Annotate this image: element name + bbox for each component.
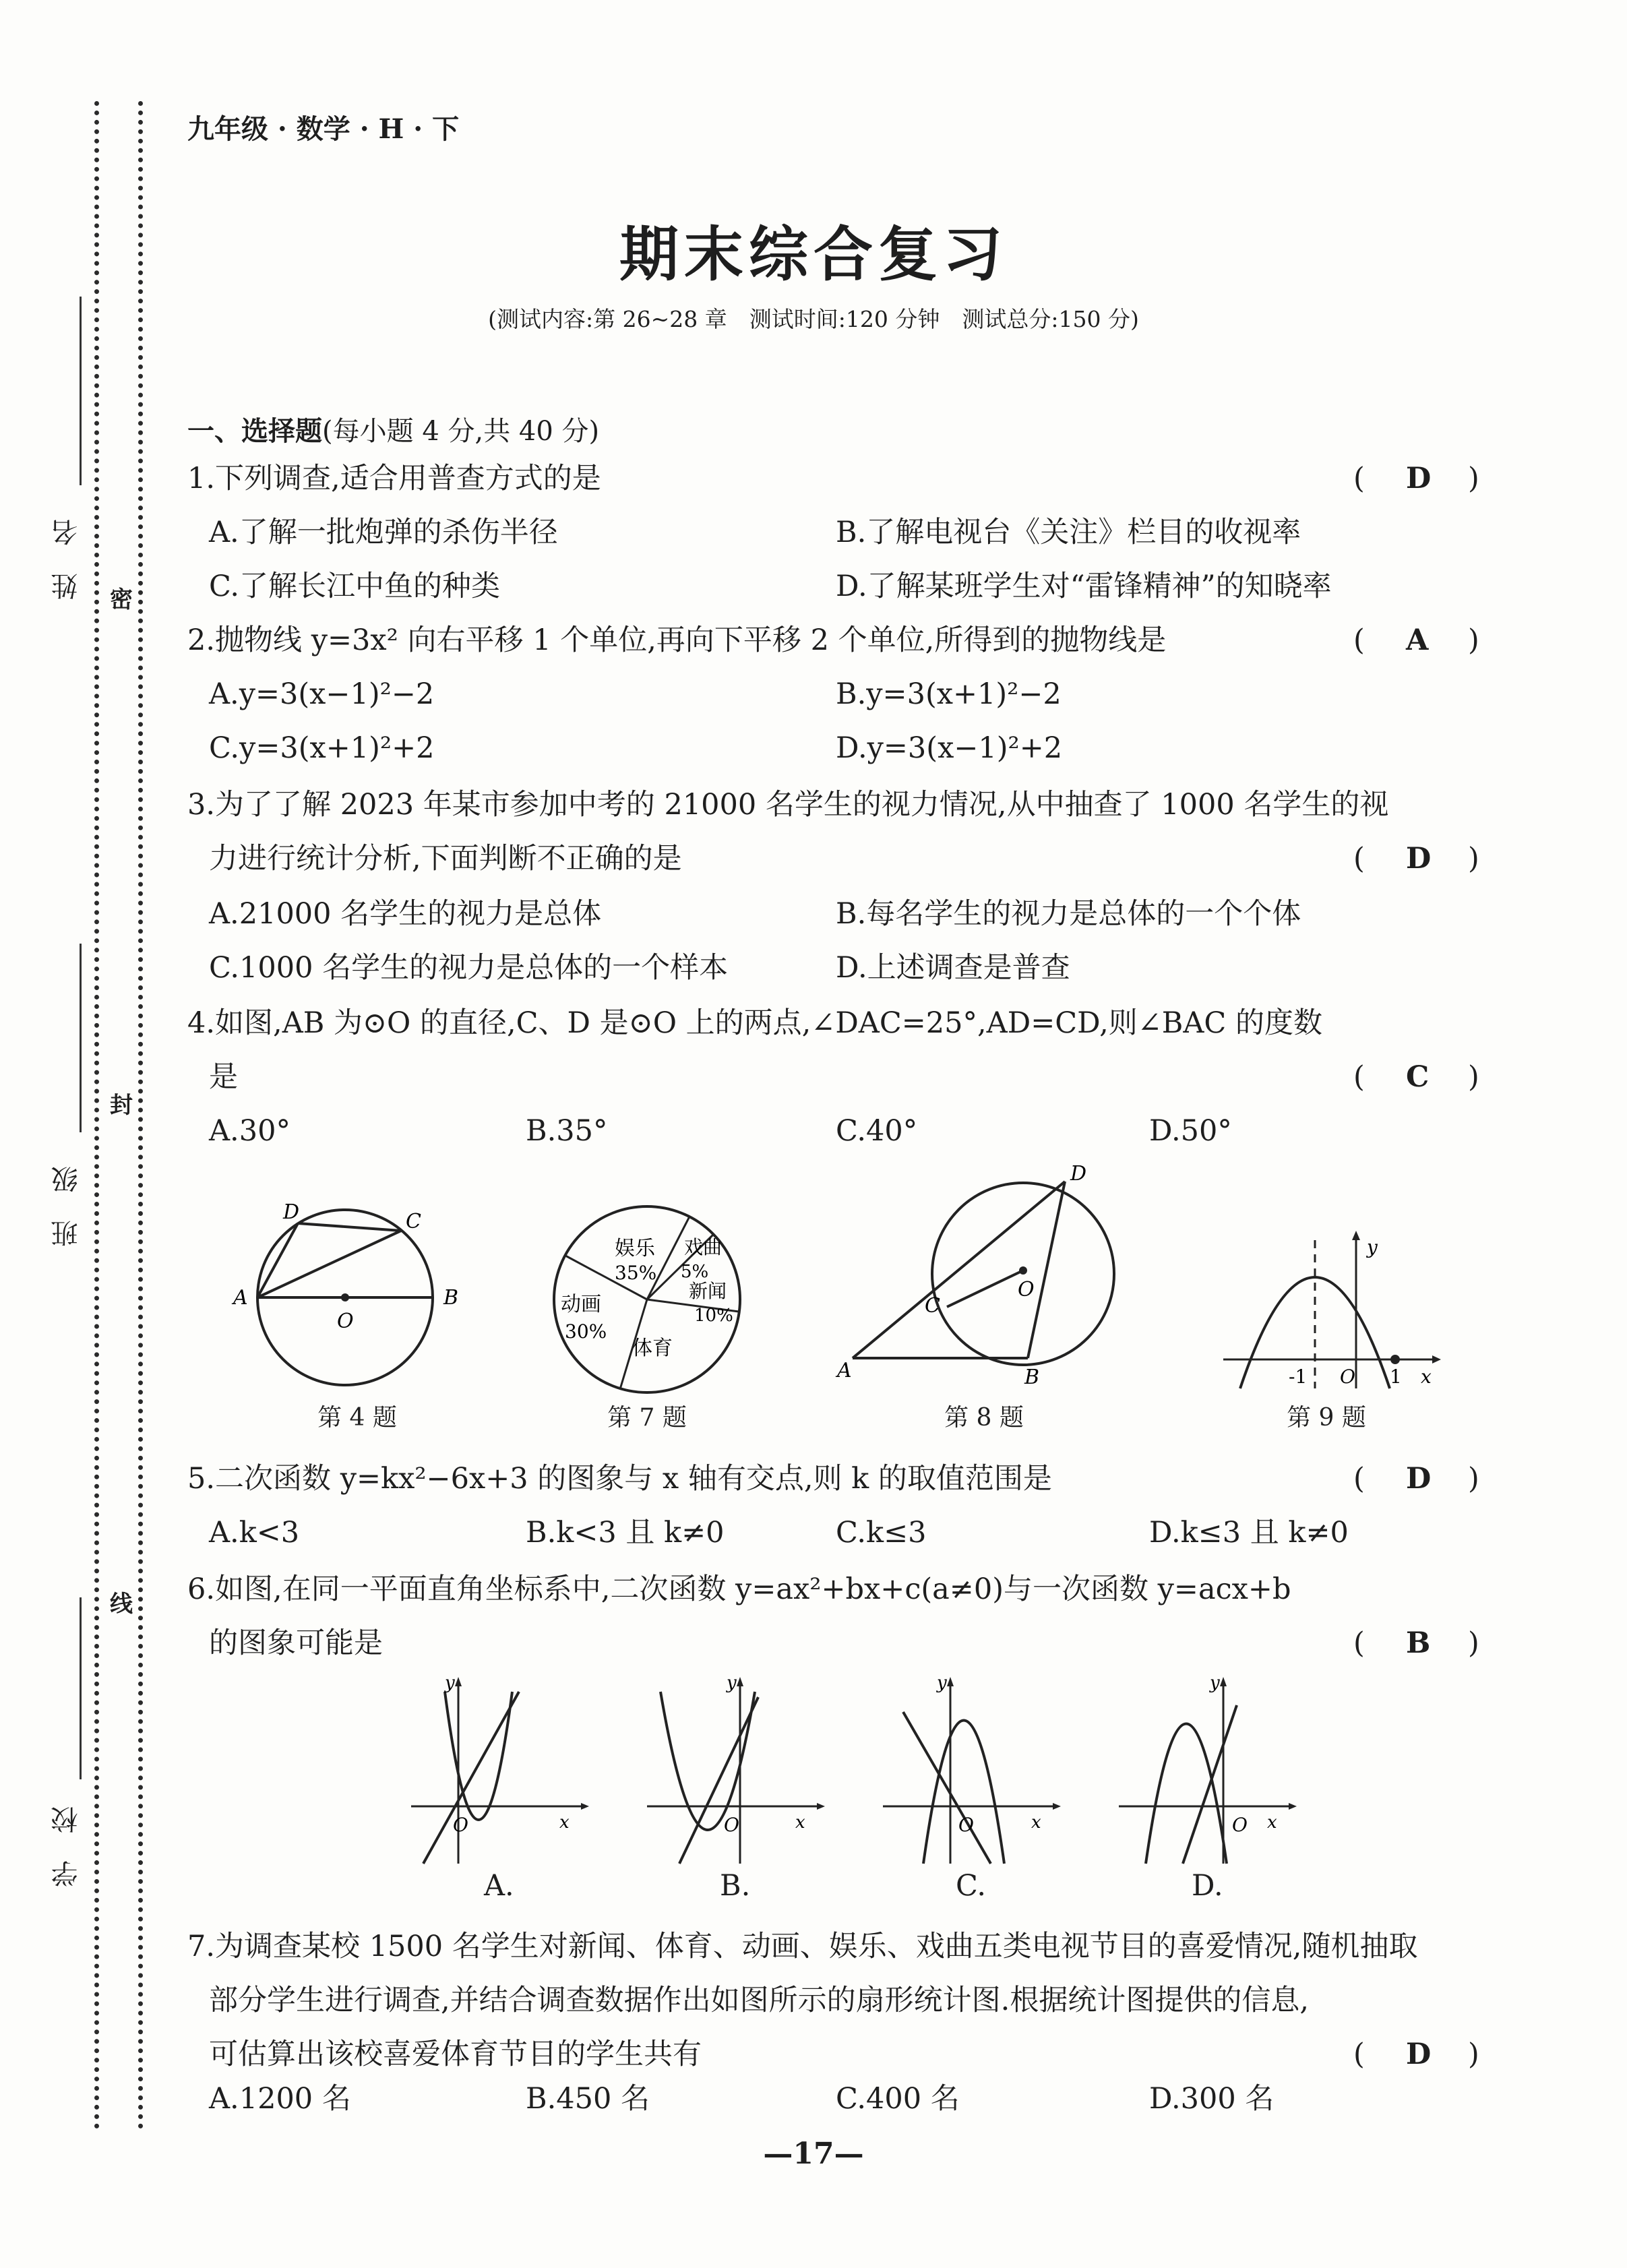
school-label: 学 校	[51, 1806, 82, 1887]
binding-dots-inner	[138, 101, 143, 2130]
fig9-label-neg1: -1	[1289, 1366, 1308, 1388]
q6c-label-o: O	[958, 1814, 974, 1836]
q6c-label-x: x	[1031, 1812, 1041, 1833]
q5-option-a: A.k<3	[209, 1516, 300, 1550]
q4-option-d: D.50°	[1149, 1114, 1232, 1148]
binding-dots-outer	[94, 101, 99, 2130]
q4-option-c: C.40°	[836, 1114, 918, 1148]
q4-line1: 4.如图,AB 为⊙O 的直径,C、D 是⊙O 上的两点,∠DAC=25°,AD=CD,则∠BAC 的度数	[187, 1006, 1322, 1040]
q6-graph-d	[1112, 1672, 1301, 1867]
q6d-label-x: x	[1267, 1812, 1277, 1833]
q4-option-a: A.30°	[209, 1114, 290, 1148]
q3-option-a: A.21000 名学生的视力是总体	[209, 897, 602, 931]
seal-xian: 线	[106, 1585, 136, 1618]
fig9-label-1: 1	[1390, 1366, 1402, 1388]
q7-line3: 可估算出该校喜爱体育节目的学生共有	[209, 2037, 702, 2071]
class-line	[80, 944, 82, 1132]
seal-mi: 密	[106, 581, 136, 614]
fig4-label-b: B	[443, 1286, 459, 1310]
figure-q7	[546, 1200, 748, 1395]
class-label: 班 级	[51, 1166, 82, 1247]
q7-option-b: B.450 名	[526, 2082, 650, 2116]
q6b-label-y: y	[727, 1673, 737, 1693]
q6-option-d: D.	[1192, 1869, 1223, 1903]
fig7-opera-pct: 5%	[681, 1262, 709, 1282]
q6b-label-o: O	[724, 1814, 739, 1836]
fig8-label-c: C	[925, 1294, 940, 1318]
q1-line1: 1.下列调查,适合用普查方式的是	[187, 462, 601, 495]
fig7-entertainment: 娱乐	[615, 1237, 655, 1260]
q2-option-c: C.y=3(x+1)²+2	[209, 731, 435, 765]
q4-line2: 是	[209, 1060, 238, 1094]
q2-option-a: A.y=3(x−1)²−2	[209, 677, 435, 711]
q6-graph-b	[640, 1672, 829, 1867]
q6c-label-y: y	[937, 1673, 947, 1693]
q6d-label-y: y	[1210, 1673, 1220, 1693]
fig7-animation: 动画	[561, 1293, 601, 1316]
figure-q8	[822, 1163, 1132, 1392]
q6a-label-x: x	[559, 1812, 570, 1833]
q3-line2: 力进行统计分析,下面判断不正确的是	[209, 842, 682, 876]
fig7-entertainment-pct: 35%	[615, 1262, 657, 1284]
school-line	[80, 1597, 82, 1779]
q6a-label-o: O	[453, 1814, 468, 1836]
page-title: 期末综合复习	[619, 220, 1008, 289]
q2-line1: 2.抛物线 y=3x² 向右平移 1 个单位,再向下平移 2 个单位,所得到的抛物线是	[187, 623, 1167, 657]
fig4-label-a: A	[233, 1286, 248, 1310]
caption-q4: 第 4 题	[317, 1404, 397, 1432]
q6a-label-y: y	[445, 1673, 455, 1693]
q6-line2: 的图象可能是	[209, 1626, 383, 1660]
q7-option-c: C.400 名	[836, 2082, 960, 2116]
q6-graph-c	[876, 1672, 1065, 1867]
q1-option-b: B.了解电视台《关注》栏目的收视率	[836, 516, 1301, 549]
fig9-label-o: O	[1340, 1366, 1355, 1388]
fig8-label-d: D	[1070, 1163, 1087, 1186]
q1-option-c: C.了解长江中鱼的种类	[209, 570, 501, 603]
figure-q4	[229, 1186, 479, 1388]
q1-option-d: D.了解某班学生对“雷锋精神”的知晓率	[836, 570, 1332, 603]
section-heading: 一、选择题(每小题 4 分,共 40 分)	[187, 415, 600, 447]
q3-option-d: D.上述调查是普查	[836, 951, 1070, 985]
q2-option-b: B.y=3(x+1)²−2	[836, 677, 1062, 711]
q7-line1: 7.为调查某校 1500 名学生对新闻、体育、动画、娱乐、戏曲五类电视节目的喜爱情况,随机抽取	[187, 1930, 1418, 1963]
q6-option-a: A.	[484, 1869, 514, 1903]
seal-feng: 封	[106, 1086, 136, 1120]
fig9-label-x: x	[1421, 1366, 1432, 1388]
q3-option-b: B.每名学生的视力是总体的一个个体	[836, 897, 1301, 931]
q6-line1: 6.如图,在同一平面直角坐标系中,二次函数 y=ax²+bx+c(a≠0)与一次函数 y=acx+b	[187, 1572, 1291, 1606]
fig4-label-o: O	[337, 1310, 354, 1333]
q6d-label-o: O	[1232, 1814, 1248, 1836]
name-label: 姓 名	[51, 519, 82, 600]
q6b-label-x: x	[795, 1812, 805, 1833]
fig8-label-a: A	[837, 1359, 852, 1382]
q3-line1: 3.为了了解 2023 年某市参加中考的 21000 名学生的视力情况,从中抽查了 1000 名学生的视	[187, 788, 1389, 822]
q7-option-d: D.300 名	[1149, 2082, 1275, 2116]
fig9-label-y: y	[1367, 1236, 1378, 1258]
q6-option-b: B.	[720, 1869, 751, 1903]
fig7-news-pct: 10%	[694, 1306, 733, 1326]
caption-q8: 第 8 题	[944, 1404, 1024, 1432]
q7-line2: 部分学生进行调查,并结合调查数据作出如图所示的扇形统计图.根据统计图提供的信息,	[209, 1984, 1310, 2017]
page-number: —17—	[763, 2137, 864, 2171]
q5-option-d: D.k≤3 且 k≠0	[1149, 1516, 1349, 1550]
q4-option-b: B.35°	[526, 1114, 608, 1148]
q1-option-a: A.了解一批炮弹的杀伤半径	[209, 516, 558, 549]
test-info: (测试内容:第 26~28 章 测试时间:120 分钟 测试总分:150 分)	[488, 306, 1139, 332]
fig4-label-d: D	[283, 1200, 300, 1224]
q2-option-d: D.y=3(x−1)²+2	[836, 731, 1063, 765]
q6-graph-a	[404, 1672, 593, 1867]
q5-option-b: B.k<3 且 k≠0	[526, 1516, 725, 1550]
running-header: 九年级 · 数学 · H · 下	[187, 113, 460, 145]
fig7-sports: 体育	[632, 1337, 673, 1360]
q7-option-a: A.1200 名	[209, 2082, 351, 2116]
fig7-animation-pct: 30%	[565, 1320, 607, 1343]
caption-q9: 第 9 题	[1287, 1404, 1366, 1432]
fig7-news: 新闻	[689, 1280, 727, 1302]
fig8-label-b: B	[1024, 1366, 1040, 1389]
fig7-opera: 戏曲	[684, 1236, 723, 1258]
q5-option-c: C.k≤3	[836, 1516, 927, 1550]
fig4-label-c: C	[406, 1210, 421, 1233]
fig8-label-o: O	[1018, 1278, 1035, 1301]
q5-line1: 5.二次函数 y=kx²−6x+3 的图象与 x 轴有交点,则 k 的取值范围是	[187, 1462, 1052, 1496]
q3-option-c: C.1000 名学生的视力是总体的一个样本	[209, 951, 729, 985]
caption-q7: 第 7 题	[607, 1404, 687, 1432]
figure-q9	[1213, 1227, 1442, 1395]
q6-option-c: C.	[956, 1869, 987, 1903]
